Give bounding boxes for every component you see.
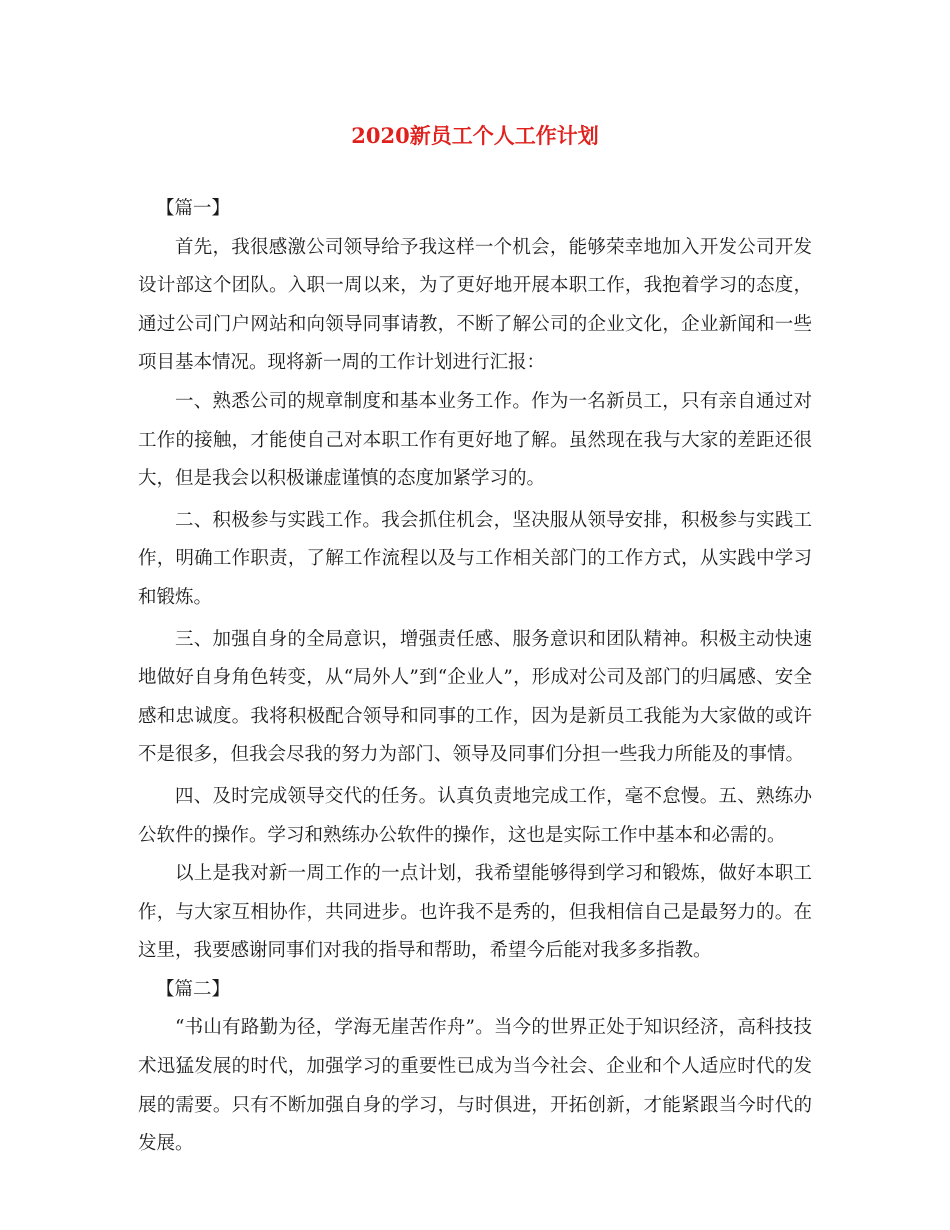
paragraph-item-2: 二、积极参与实践工作。我会抓住机会，坚决服从领导安排，积极参与实践工作，明确工作职责，了解工作流程以及与工作相关部门的工作方式，从实践中学习和锻炼。 bbox=[138, 509, 812, 608]
paragraph-item-3: 三、加强自身的全局意识，增强责任感、服务意识和团队精神。积极主动快速地做好自身角色转变，从“局外人”到“企业人”，形成对公司及部门的归属感、安全感和忠诚度。我将积极配合领导和同事的工作，因为是新员工我能为大家做的或许不是很多，但我会尽我的努力为部门、领导及同事们分担一些我力所能及的事情。 bbox=[138, 628, 812, 766]
document-title: 2020新员工个人工作计划 bbox=[351, 123, 599, 148]
paragraph-section2-intro: “书山有路勤为径，学海无崖苦作舟”。当今的世界正处于知识经济，高科技技术迅猛发展的时代，加强学习的重要性已成为当今社会、企业和个人适应时代的发展的需要。只有不断加强自身的学习，与时俱进，开拓创新，才能紧跟当今时代的发展。 bbox=[138, 1017, 812, 1155]
section-heading-2: 【篇二】 bbox=[156, 978, 231, 1000]
paragraph-item-4: 四、及时完成领导交代的任务。认真负责地完成工作，毫不怠慢。五、熟练办公软件的操作。学习和熟练办公软件的操作，这也是实际工作中基本和必需的。 bbox=[138, 785, 812, 846]
document-body bbox=[138, 190, 812, 1164]
paragraph-intro: 首先，我很感激公司领导给予我这样一个机会，能够荣幸地加入开发公司开发设计部这个团队。入职一周以来，为了更好地开展本职工作，我抱着学习的态度，通过公司门户网站和向领导同事请教，不断了解公司的企业文化，企业新闻和一些项目基本情况。现将新一周的工作计划进行汇报： bbox=[138, 236, 812, 374]
section-heading-1: 【篇一】 bbox=[156, 198, 231, 219]
paragraph-conclusion: 以上是我对新一周工作的一点计划，我希望能够得到学习和锻炼，做好本职工作，与大家互相协作，共同进步。也许我不是秀的，但我相信自己是最努力的。在这里，我要感谢同事们对我的指导和帮助，希望今后能对我多多指教。 bbox=[138, 863, 812, 962]
paragraph-item-1: 一、熟悉公司的规章制度和基本业务工作。作为一名新员工，只有亲自通过对工作的接触，才能使自己对本职工作有更好地了解。虽然现在我与大家的差距还很大，但是我会以积极谦虚谨慎的态度加紧学习的。 bbox=[138, 390, 812, 490]
